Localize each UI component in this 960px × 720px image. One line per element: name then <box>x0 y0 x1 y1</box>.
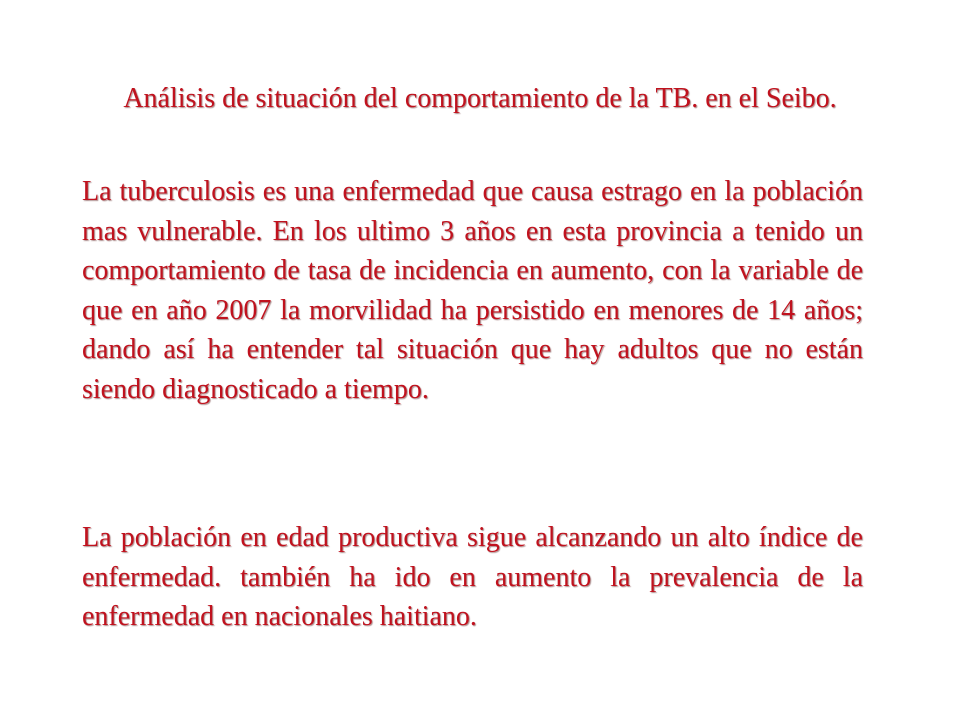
paragraph-productive-population: La población en edad productiva sigue alcanzando un alto índice de enfermedad. también ha ido en aumento la prevalencia de la enfermedad en nacionales haitiano. <box>82 522 863 632</box>
paragraph-tuberculosis-overview: La tuberculosis es una enfermedad que causa estrago en la población mas vulnerable. En los ultimo 3 años en esta provincia a tenido un comportamiento de tasa de incidencia en aumento, con la variable de que en año 2007 la morvilidad ha persistido en menores de 14 años; dando así ha entender tal situación que hay adultos que no están siendo diagnosticado a tiempo. <box>82 176 863 405</box>
slide-title: Análisis de situación del comportamiento de la TB. en el Seibo. <box>123 83 837 114</box>
